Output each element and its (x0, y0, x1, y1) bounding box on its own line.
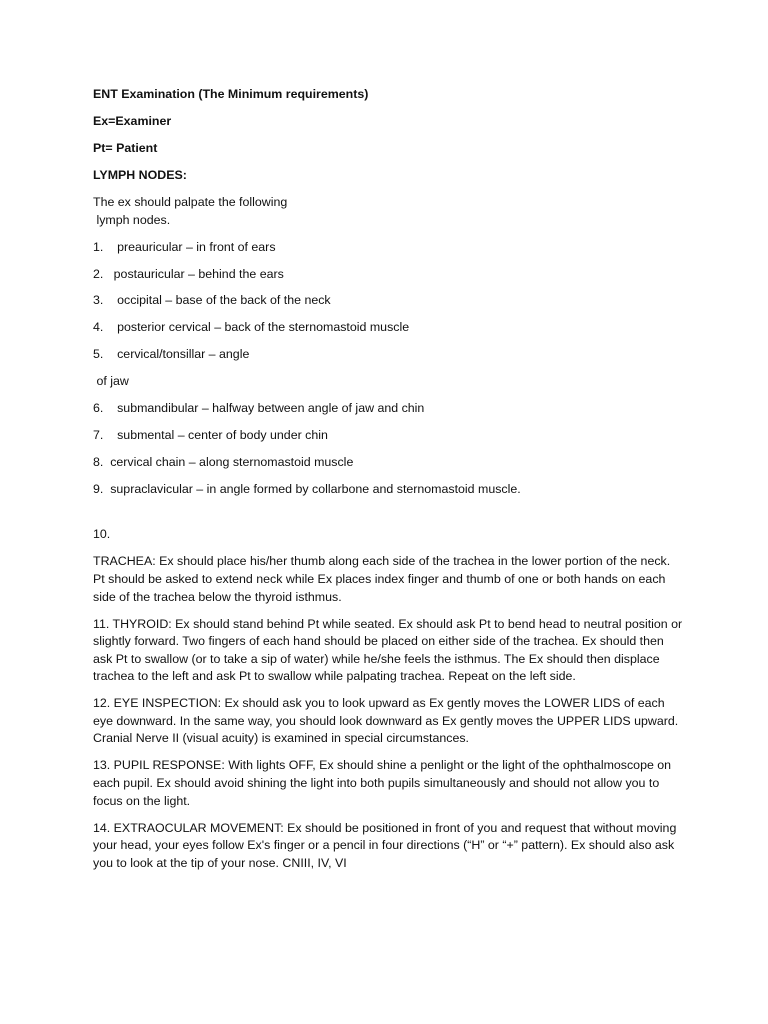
document-title: ENT Examination (The Minimum requirements) (93, 87, 369, 101)
lymph-node-item: 6. submandibular – halfway between angle of jaw and chin (93, 401, 425, 416)
paragraph-trachea: TRACHEA: Ex should place his/her thumb along each side of the trachea in the lower portion of the neck. Pt should be asked to extend neck while Ex places index finger and thumb of one or both hands on each side of the trachea below the thyroid isthmus. (93, 554, 671, 604)
paragraph-pupil-response: 13. PUPIL RESPONSE: With lights OFF, Ex should shine a penlight or the light of the ophthalmoscope on each pupil. Ex should avoid shining the light into both pupils simultaneously and should not allow you to focus on the light. (93, 758, 672, 808)
lymph-node-item: 1. preauricular – in front of ears (93, 239, 276, 254)
lymph-node-item: 8. cervical chain – along sternomastoid muscle (93, 455, 354, 470)
lymph-node-item: 3. occipital – base of the back of the neck (93, 293, 331, 308)
section-heading-lymph-nodes: LYMPH NODES: (93, 167, 187, 182)
item-number-10: 10. (93, 527, 111, 542)
intro-paragraph (93, 194, 683, 229)
lymph-node-item: 9. supraclavicular – in angle formed by collarbone and sternomastoid muscle. (93, 482, 521, 497)
paragraph-thyroid: 11. THYROID: Ex should stand behind Pt while seated. Ex should ask Pt to bend head to neutral position or slightly forward. Two fingers of each hand should be placed on either side of the trachea. Ex should then ask Pt to swallow (or to take a sip of water) while he/she feels the isthmus. The Ex should then displace trachea to the left and ask Pt to swallow while palpating trachea. Repeat on the left side. (93, 616, 683, 684)
paragraph-extraocular-movement: 14. EXTRAOCULAR MOVEMENT: Ex should be positioned in front of you and request that without moving your head, your eyes follow Ex's finger or a pencil in four directions (“H” or “+” pattern). Ex should also ask you to look at the tip of your nose. CNIII, IV, VI (93, 820, 677, 870)
intro-line-2: lymph nodes. (93, 212, 171, 227)
blank-line (93, 508, 683, 526)
paragraph-eye-inspection: 12. EYE INSPECTION: Ex should ask you to look upward as Ex gently moves the LOWER LIDS of each eye downward. In the same way, you should look downward as Ex gently moves the UPPER LIDS upward. Cranial Nerve II (visual acuity) is examined in special circumstances. (93, 696, 679, 746)
lymph-node-item-continuation: of jaw (93, 374, 129, 389)
lymph-node-item: 7. submental – center of body under chin (93, 428, 328, 443)
lymph-node-item: 5. cervical/tonsillar – angle (93, 347, 250, 362)
lymph-node-item: 4. posterior cervical – back of the sternomastoid muscle (93, 320, 410, 335)
examiner-definition: Ex=Examiner (93, 113, 172, 128)
lymph-node-item: 2. postauricular – behind the ears (93, 266, 284, 281)
patient-definition: Pt= Patient (93, 140, 158, 155)
document-body (93, 86, 683, 882)
intro-line-1: The ex should palpate the following (93, 194, 288, 209)
